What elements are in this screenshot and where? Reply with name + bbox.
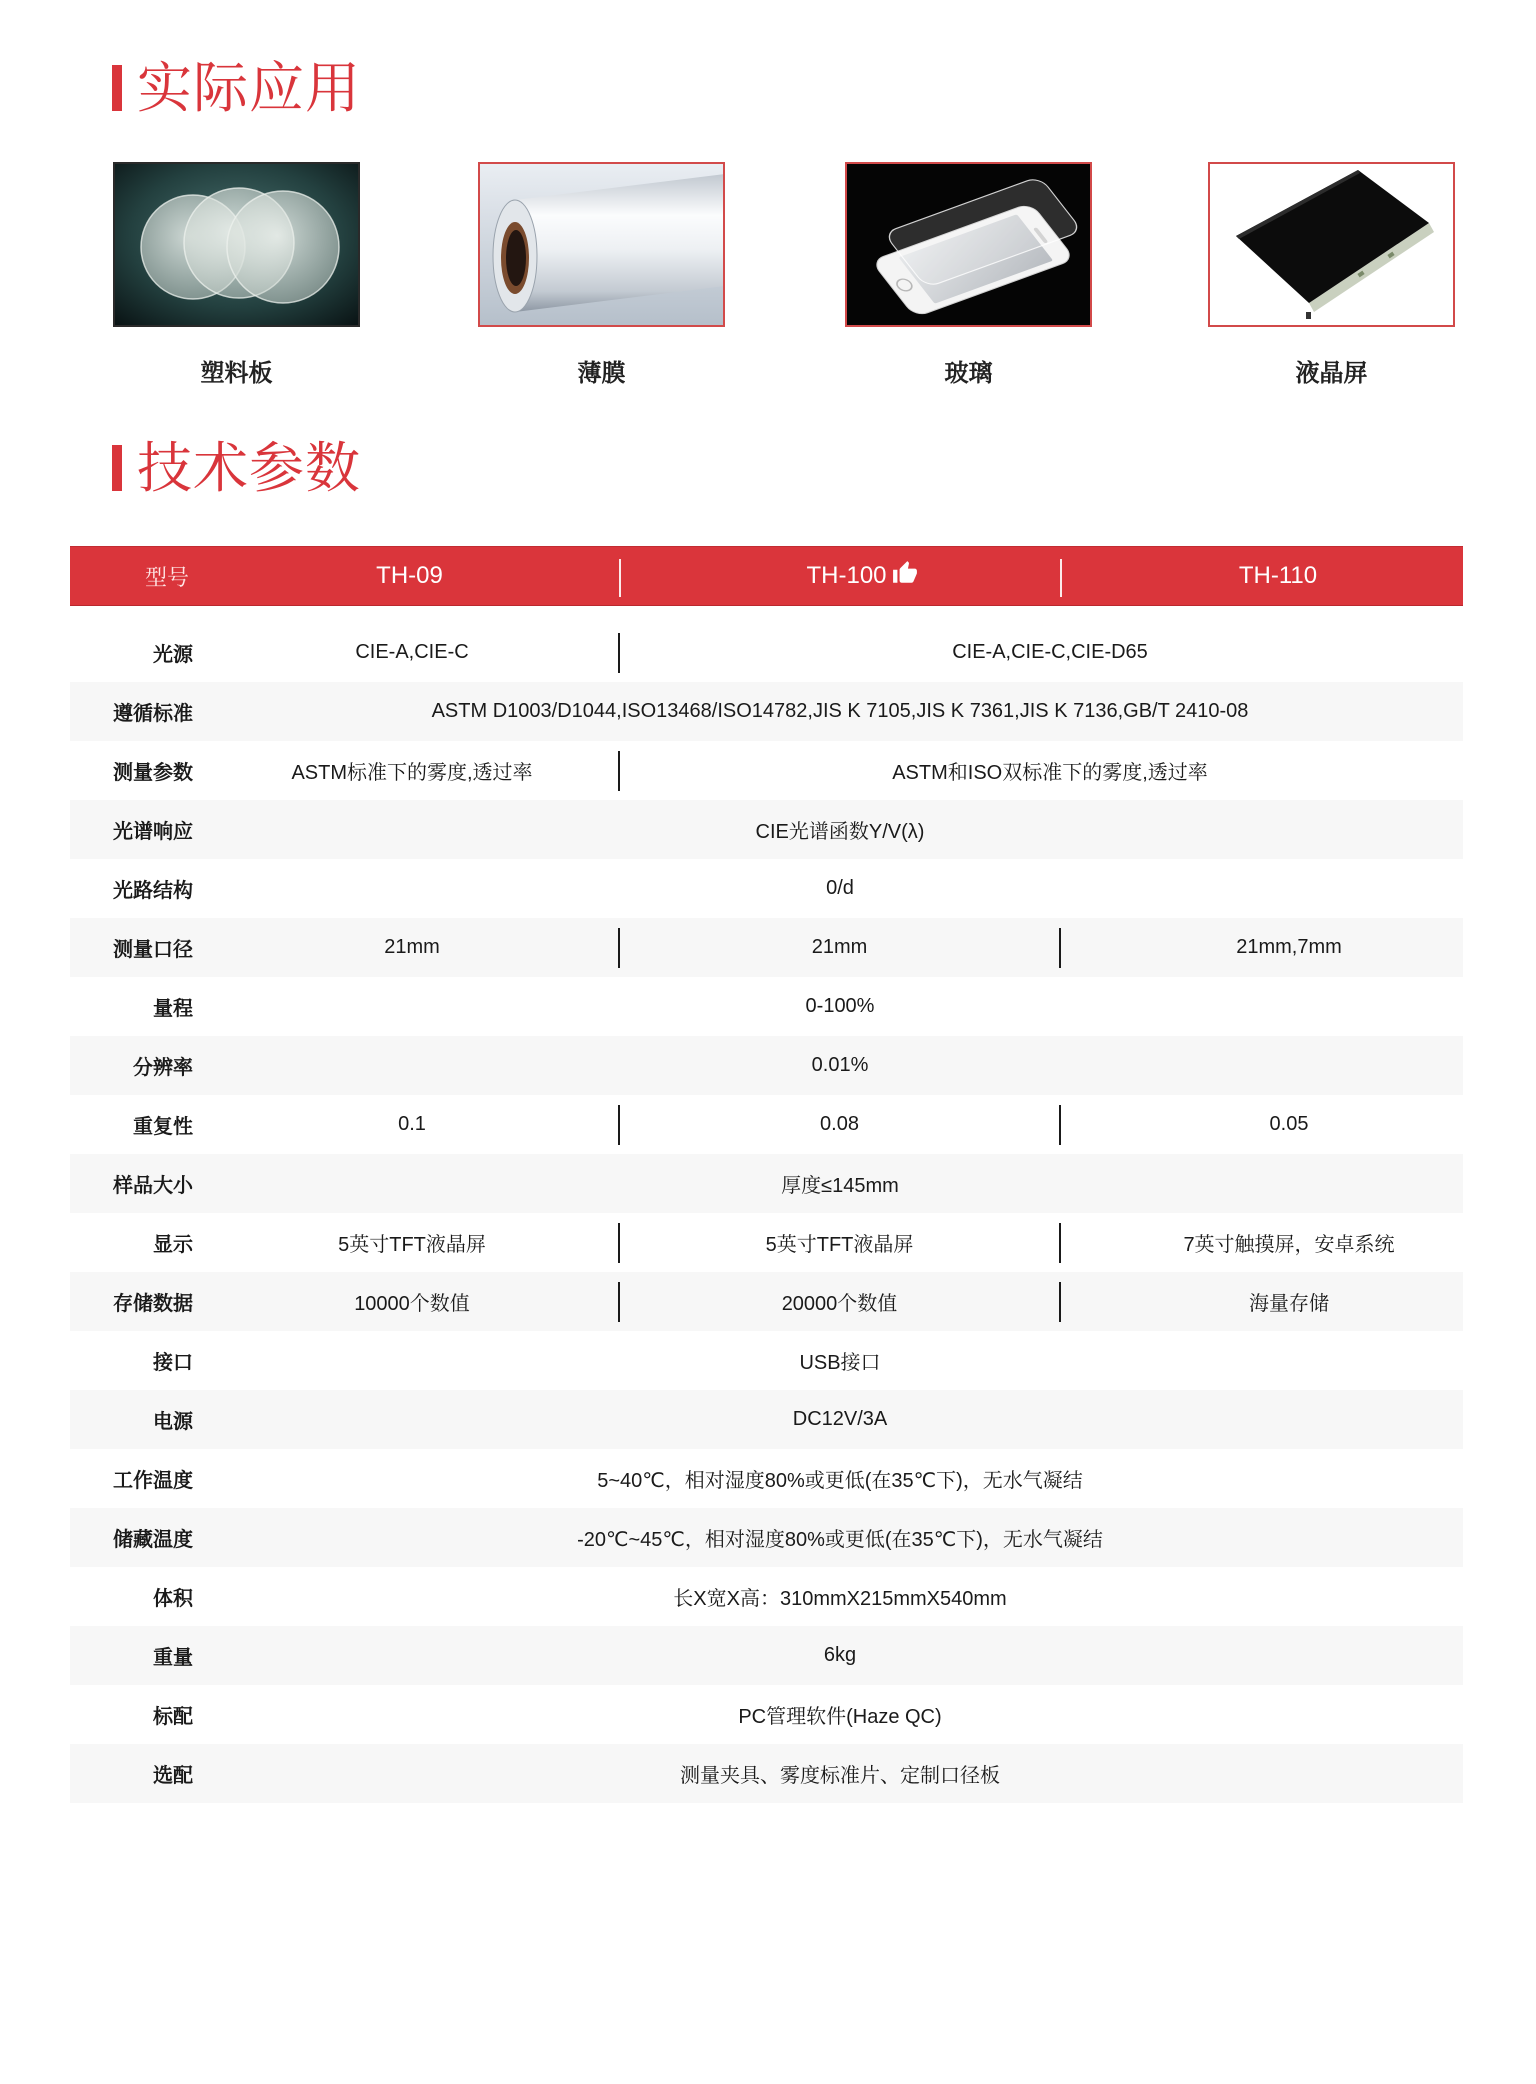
spec-row xyxy=(70,741,1463,800)
application-plastic-sheet xyxy=(113,162,360,387)
spec-value: 0.08 xyxy=(619,1095,1060,1154)
spec-row xyxy=(70,1154,1463,1213)
spec-value: 20000个数值 xyxy=(619,1272,1060,1331)
spec-value: 海量存储 xyxy=(1060,1272,1463,1331)
spec-label: 体积 xyxy=(153,1586,193,1610)
lcd-panel-image xyxy=(1208,162,1455,327)
spec-label: 储藏温度 xyxy=(113,1527,193,1551)
spec-table-body xyxy=(70,623,1463,1803)
spec-value-all-models: 0-100% xyxy=(805,995,875,1017)
spec-row xyxy=(70,977,1463,1036)
spec-table xyxy=(70,546,1463,1787)
spec-label: 测量口径 xyxy=(113,937,193,961)
applications-section-title xyxy=(112,58,361,118)
spec-table-header xyxy=(70,546,1463,606)
spec-label: 存储数据 xyxy=(113,1291,193,1315)
model-name: TH-110 xyxy=(1238,562,1318,589)
header-model-th-100 xyxy=(619,547,1060,605)
spec-label: 光谱响应 xyxy=(113,819,193,843)
spec-label: 分辨率 xyxy=(133,1055,193,1079)
spec-value-all-models: -20℃~45℃，相对湿度80%或更低(在35℃下)，无水气凝结 xyxy=(577,1529,1103,1551)
spec-value-all-models: 长X宽X高：310mmX215mmX540mm xyxy=(673,1588,1007,1610)
spec-row xyxy=(70,1626,1463,1685)
spec-value-all-models: USB接口 xyxy=(799,1352,881,1374)
spec-value-all-models: PC管理软件(Haze QC) xyxy=(738,1706,942,1728)
spec-row xyxy=(70,1567,1463,1626)
spec-value-all-models: 6kg xyxy=(823,1644,857,1666)
spec-row xyxy=(70,1744,1463,1803)
thumbs-up-icon xyxy=(892,560,918,586)
spec-value: ASTM和ISO双标准下的雾度,透过率 xyxy=(619,741,1463,800)
film-roll-image xyxy=(478,162,725,327)
application-caption: 塑料板 xyxy=(200,359,273,387)
spec-row xyxy=(70,1036,1463,1095)
application-lcd xyxy=(1208,162,1455,387)
spec-row xyxy=(70,800,1463,859)
spec-value-all-models: CIE光谱函数Y/V(λ) xyxy=(755,821,925,843)
model-name: TH-100 xyxy=(806,562,887,589)
application-caption: 液晶屏 xyxy=(1295,359,1368,387)
spec-value: 7英寸触摸屏，安卓系统 xyxy=(1060,1213,1463,1272)
spec-label: 工作温度 xyxy=(113,1468,193,1492)
application-caption: 薄膜 xyxy=(577,359,626,387)
spec-value-all-models: 5~40℃，相对湿度80%或更低(在35℃下)，无水气凝结 xyxy=(597,1470,1083,1492)
spec-value: ASTM标准下的雾度,透过率 xyxy=(291,762,533,784)
plastic-discs xyxy=(141,188,339,303)
spec-value: 21mm xyxy=(384,936,440,958)
spec-label: 光路结构 xyxy=(113,878,193,902)
title-accent-bar xyxy=(112,65,122,111)
spec-label: 标配 xyxy=(153,1704,193,1728)
spec-row xyxy=(70,918,1463,977)
spec-label: 测量参数 xyxy=(113,760,193,784)
spec-label: 量程 xyxy=(153,996,193,1020)
spec-value-all-models: 0/d xyxy=(826,877,854,899)
header-model-th-09 xyxy=(200,547,619,605)
spec-label: 样品大小 xyxy=(113,1173,193,1197)
spec-label: 接口 xyxy=(153,1350,193,1374)
header-model-label: 型号 xyxy=(144,565,189,591)
applications-title-text: 实际应用 xyxy=(137,56,362,120)
spec-value-all-models: 测量夹具、雾度标准片、定制口径板 xyxy=(680,1765,1000,1787)
spec-value: 0.1 xyxy=(398,1113,426,1135)
spec-label: 重量 xyxy=(153,1645,193,1669)
spec-row xyxy=(70,623,1463,682)
header-model-th-110 xyxy=(1060,547,1463,605)
spec-value: 5英寸TFT液晶屏 xyxy=(338,1234,486,1256)
spec-value: 21mm xyxy=(619,918,1060,977)
spec-value-all-models: DC12V/3A xyxy=(792,1408,888,1430)
spec-label: 遵循标准 xyxy=(113,701,193,725)
specs-section-title xyxy=(112,438,361,498)
spec-label: 光源 xyxy=(153,642,193,666)
spec-label: 选配 xyxy=(153,1763,193,1787)
specs-title-text: 技术参数 xyxy=(137,436,362,500)
spec-label: 电源 xyxy=(153,1409,193,1433)
spec-row xyxy=(70,1685,1463,1744)
model-name: TH-09 xyxy=(376,562,443,589)
spec-value: 21mm,7mm xyxy=(1060,918,1463,977)
spec-value: 10000个数值 xyxy=(354,1293,470,1315)
spec-value: 5英寸TFT液晶屏 xyxy=(619,1213,1060,1272)
spec-row xyxy=(70,1272,1463,1331)
spec-row xyxy=(70,1331,1463,1390)
spec-value: CIE-A,CIE-C xyxy=(355,641,469,663)
spec-value: CIE-A,CIE-C,CIE-D65 xyxy=(619,623,1463,682)
spec-row xyxy=(70,1213,1463,1272)
spec-row xyxy=(70,1508,1463,1567)
application-caption: 玻璃 xyxy=(944,359,993,387)
spec-row xyxy=(70,1390,1463,1449)
application-film xyxy=(478,162,725,387)
spec-value-all-models: ASTM D1003/D1044,ISO13468/ISO14782,JIS K 7105,JIS K 7361,JIS K 7136,GB/T 2410-08 xyxy=(431,700,1249,722)
plastic-sheets-image xyxy=(113,162,360,327)
spec-value-all-models: 0.01% xyxy=(811,1054,869,1076)
spec-label: 重复性 xyxy=(133,1114,193,1138)
spec-row xyxy=(70,1449,1463,1508)
spec-label: 显示 xyxy=(153,1232,193,1256)
spec-row xyxy=(70,859,1463,918)
spec-row xyxy=(70,1095,1463,1154)
spec-value-all-models: 厚度≤145mm xyxy=(781,1175,899,1197)
spec-row xyxy=(70,682,1463,741)
title-accent-bar xyxy=(112,445,122,491)
spec-value: 0.05 xyxy=(1060,1095,1463,1154)
glass-screen-protector-image xyxy=(845,162,1092,327)
application-glass xyxy=(845,162,1092,387)
